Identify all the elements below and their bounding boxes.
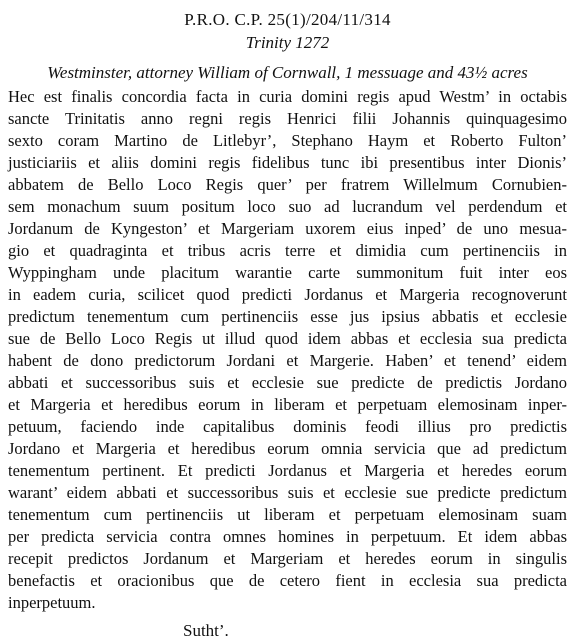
body-line: inperpetuum. bbox=[8, 593, 96, 612]
document-term: Trinity 1272 bbox=[245, 33, 330, 52]
body-line: sue de Bello Loco Regis ut illud quod idem abbas et ecclesia sua predicta bbox=[8, 329, 567, 348]
body-line: gio et quadraginta et tribus acris terre et dimidia cum pertinenciis in bbox=[8, 241, 567, 260]
body-line: recepit predictos Jordanum et Margeriam et heredes eorum in singulis bbox=[8, 549, 567, 568]
body-line: abbatem de Bello Loco Regis quer’ per fratrem Willelmum Cornubien- bbox=[8, 175, 567, 194]
body-line: et Margeria et heredibus eorum in liberam et perpetuam elemosinam inper- bbox=[8, 395, 567, 414]
body-line: Hec est finalis concordia facta in curia domini regis apud Westm’ in octabis bbox=[8, 87, 567, 106]
body-line: habent de dono predictorum Jordani et Margerie. Haben’ et tenend’ eidem bbox=[8, 351, 567, 370]
body-line: petuum, faciendo inde capitalibus dominis feodi illius pro predictis bbox=[8, 417, 567, 436]
body-line: in eadem curia, scilicet quod predicti Jordanus et Margeria recognoverunt bbox=[8, 285, 567, 304]
body-line: tenementum cum pertinenciis ut liberam et perpetuam elemosinam suam bbox=[8, 505, 567, 524]
body-line: Jordano et Margeria et heredibus eorum omnia servicia que ad predictum bbox=[8, 439, 567, 458]
document-body bbox=[8, 86, 567, 614]
body-line: sexto coram Martino de Litlebyr’, Stephano Haym et Roberto Fulton’ bbox=[8, 131, 567, 150]
document-reference: P.R.O. C.P. 25(1)/204/11/314 bbox=[184, 10, 391, 29]
body-line: Jordanum de Kyngeston’ et Margeriam uxorem eius inped’ de uno mesua- bbox=[8, 219, 567, 238]
body-line: benefactis et oracionibus que de cetero fient in ecclesia sua predicta bbox=[8, 571, 567, 590]
document-summary: Westminster, attorney William of Cornwall, 1 messuage and 43½ acres bbox=[47, 63, 528, 82]
body-line: sem monachum suum positum loco suo ad lucrandum vel perdendum et bbox=[8, 197, 567, 216]
body-line: justiciariis et aliis domini regis fidelibus tunc ibi presentibus inter Dionis’ bbox=[8, 153, 567, 172]
body-line: abbati et successoribus suis et ecclesie sue predicte de predictis Jordano bbox=[8, 373, 567, 392]
body-line: tenementum pertinent. Et predicti Jordanus et Margeria et heredes eorum bbox=[8, 461, 567, 480]
body-line: predictum tenementum cum pertinenciis esse jus ipsius abbatis et ecclesie bbox=[8, 307, 567, 326]
body-line: warant’ eidem abbati et successoribus suis et ecclesie sue predicte predictum bbox=[8, 483, 567, 502]
body-line: Wyppingham unde placitum warantie carte summonitum fuit inter eos bbox=[8, 263, 567, 282]
body-line: sancte Trinitatis anno regni regis Henrici filii Johannis quinquagesimo bbox=[8, 109, 567, 128]
document-signature: Sutht’. bbox=[183, 621, 229, 640]
body-line: per predicta servicia contra omnes homines in perpetuum. Et idem abbas bbox=[8, 527, 567, 546]
